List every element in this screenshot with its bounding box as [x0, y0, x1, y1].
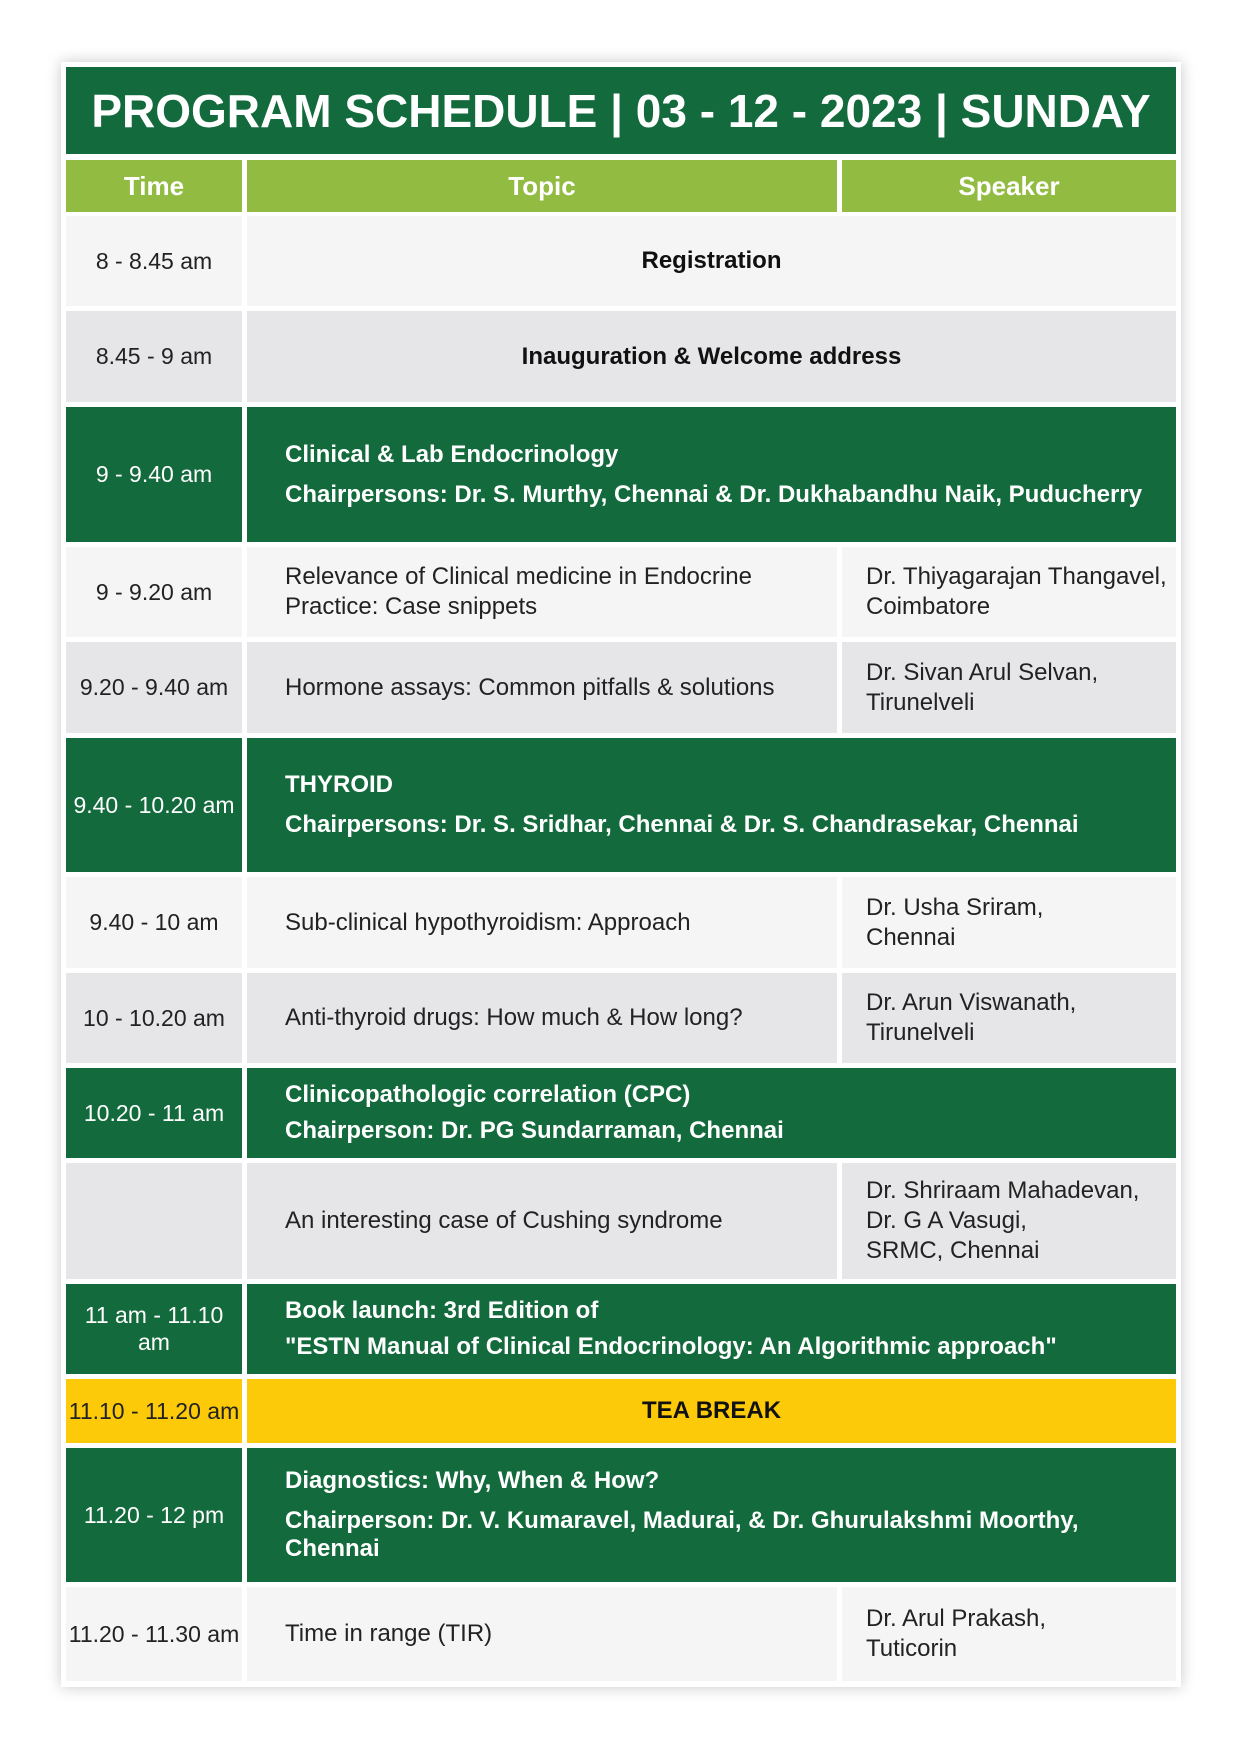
session-cell [247, 1448, 1176, 1582]
speaker-line: Dr. Sivan Arul Selvan, [866, 658, 1099, 686]
topic-cell [247, 877, 837, 968]
time-cell: 11.10 - 11.20 am [66, 1379, 242, 1443]
session-chair: "ESTN Manual of Clinical Endocrinology: An Algorithmic approach" [285, 1333, 1057, 1360]
session-title: Book launch: 3rd Edition of [285, 1297, 599, 1324]
speaker-line: Tirunelveli [866, 1019, 975, 1046]
time-cell: 9 - 9.20 am [66, 547, 242, 637]
session-title: THYROID [285, 771, 393, 798]
speaker-cell [842, 547, 1176, 637]
topic-line: An interesting case of Cushing syndrome [285, 1207, 723, 1234]
time-cell: 9.20 - 9.40 am [66, 642, 242, 733]
header-topic: Topic [247, 160, 837, 212]
time-cell: 11.20 - 11.30 am [66, 1587, 242, 1681]
topic-line: Hormone assays: Common pitfalls & solutions [285, 673, 775, 701]
session-title: Clinicopathologic correlation (CPC) [285, 1081, 691, 1108]
session-title: Clinical & Lab Endocrinology [285, 440, 619, 468]
speaker-line: Dr. Shriraam Mahadevan, [866, 1177, 1140, 1204]
session-cell [247, 407, 1176, 542]
time-cell: 10.20 - 11 am [66, 1068, 242, 1158]
topic-line: Sub-clinical hypothyroidism: Approach [285, 908, 691, 936]
topic-line: Practice: Case snippets [285, 593, 538, 620]
speaker-line: Coimbatore [866, 593, 991, 620]
speaker-line: Dr. G A Vasugi, [866, 1207, 1027, 1234]
time-cell: 11 am - 11.10 am [66, 1284, 242, 1374]
time-cell [66, 1163, 242, 1279]
speaker-line: Tuticorin [866, 1635, 958, 1662]
time-cell: 8 - 8.45 am [66, 216, 242, 306]
session-chair: Chairpersons: Dr. S. Sridhar, Chennai & Dr. S. Chandrasekar, Chennai [285, 811, 1079, 838]
session-chair: Chairperson: Dr. PG Sundarraman, Chennai [285, 1117, 784, 1144]
topic-cell [247, 1163, 837, 1279]
topic-line: Time in range (TIR) [285, 1620, 493, 1647]
header-speaker: Speaker [842, 160, 1176, 212]
time-cell: 9.40 - 10.20 am [66, 738, 242, 872]
speaker-cell [842, 973, 1176, 1063]
speaker-cell [842, 877, 1176, 968]
time-cell: 8.45 - 9 am [66, 311, 242, 402]
session-chair: Chairpersons: Dr. S. Murthy, Chennai & Dr. Dukhabandhu Naik, Puducherry [285, 480, 1143, 508]
topic-line: Anti-thyroid drugs: How much & How long? [285, 1004, 743, 1031]
speaker-cell [842, 1587, 1176, 1681]
session-cell [247, 1284, 1176, 1374]
speaker-line: Dr. Thiyagarajan Thangavel, [866, 563, 1167, 590]
tea-break-cell: TEA BREAK [247, 1379, 1176, 1443]
topic-cell [247, 547, 837, 637]
session-chair: Chairperson: Dr. V. Kumaravel, Madurai, & Dr. Ghurulakshmi Moorthy, Chennai [285, 1507, 1079, 1562]
speaker-line: Dr. Arul Prakash, [866, 1605, 1047, 1632]
speaker-line: Chennai [866, 923, 956, 951]
topic-line: Relevance of Clinical medicine in Endocrine [285, 563, 752, 590]
session-cell [247, 738, 1176, 872]
speaker-cell [842, 1163, 1176, 1279]
topic-cell [247, 1587, 837, 1681]
session-title: Diagnostics: Why, When & How? [285, 1467, 660, 1494]
time-cell: 10 - 10.20 am [66, 973, 242, 1063]
time-cell: 9 - 9.40 am [66, 407, 242, 542]
speaker-cell [842, 642, 1176, 733]
speaker-line: Dr. Arun Viswanath, [866, 989, 1077, 1016]
session-cell [247, 1068, 1176, 1158]
time-cell: 11.20 - 12 pm [66, 1448, 242, 1582]
header-time: Time [66, 160, 242, 212]
time-cell: 9.40 - 10 am [66, 877, 242, 968]
topic-cell: Inauguration & Welcome address [247, 311, 1176, 402]
speaker-line: SRMC, Chennai [866, 1237, 1040, 1264]
speaker-line: Tirunelveli [866, 688, 975, 716]
page-title: PROGRAM SCHEDULE | 03 - 12 - 2023 | SUNDAY [66, 67, 1176, 154]
topic-cell [247, 642, 837, 733]
topic-cell [247, 973, 837, 1063]
speaker-line: Dr. Usha Sriram, [866, 893, 1044, 921]
topic-cell: Registration [247, 216, 1176, 306]
